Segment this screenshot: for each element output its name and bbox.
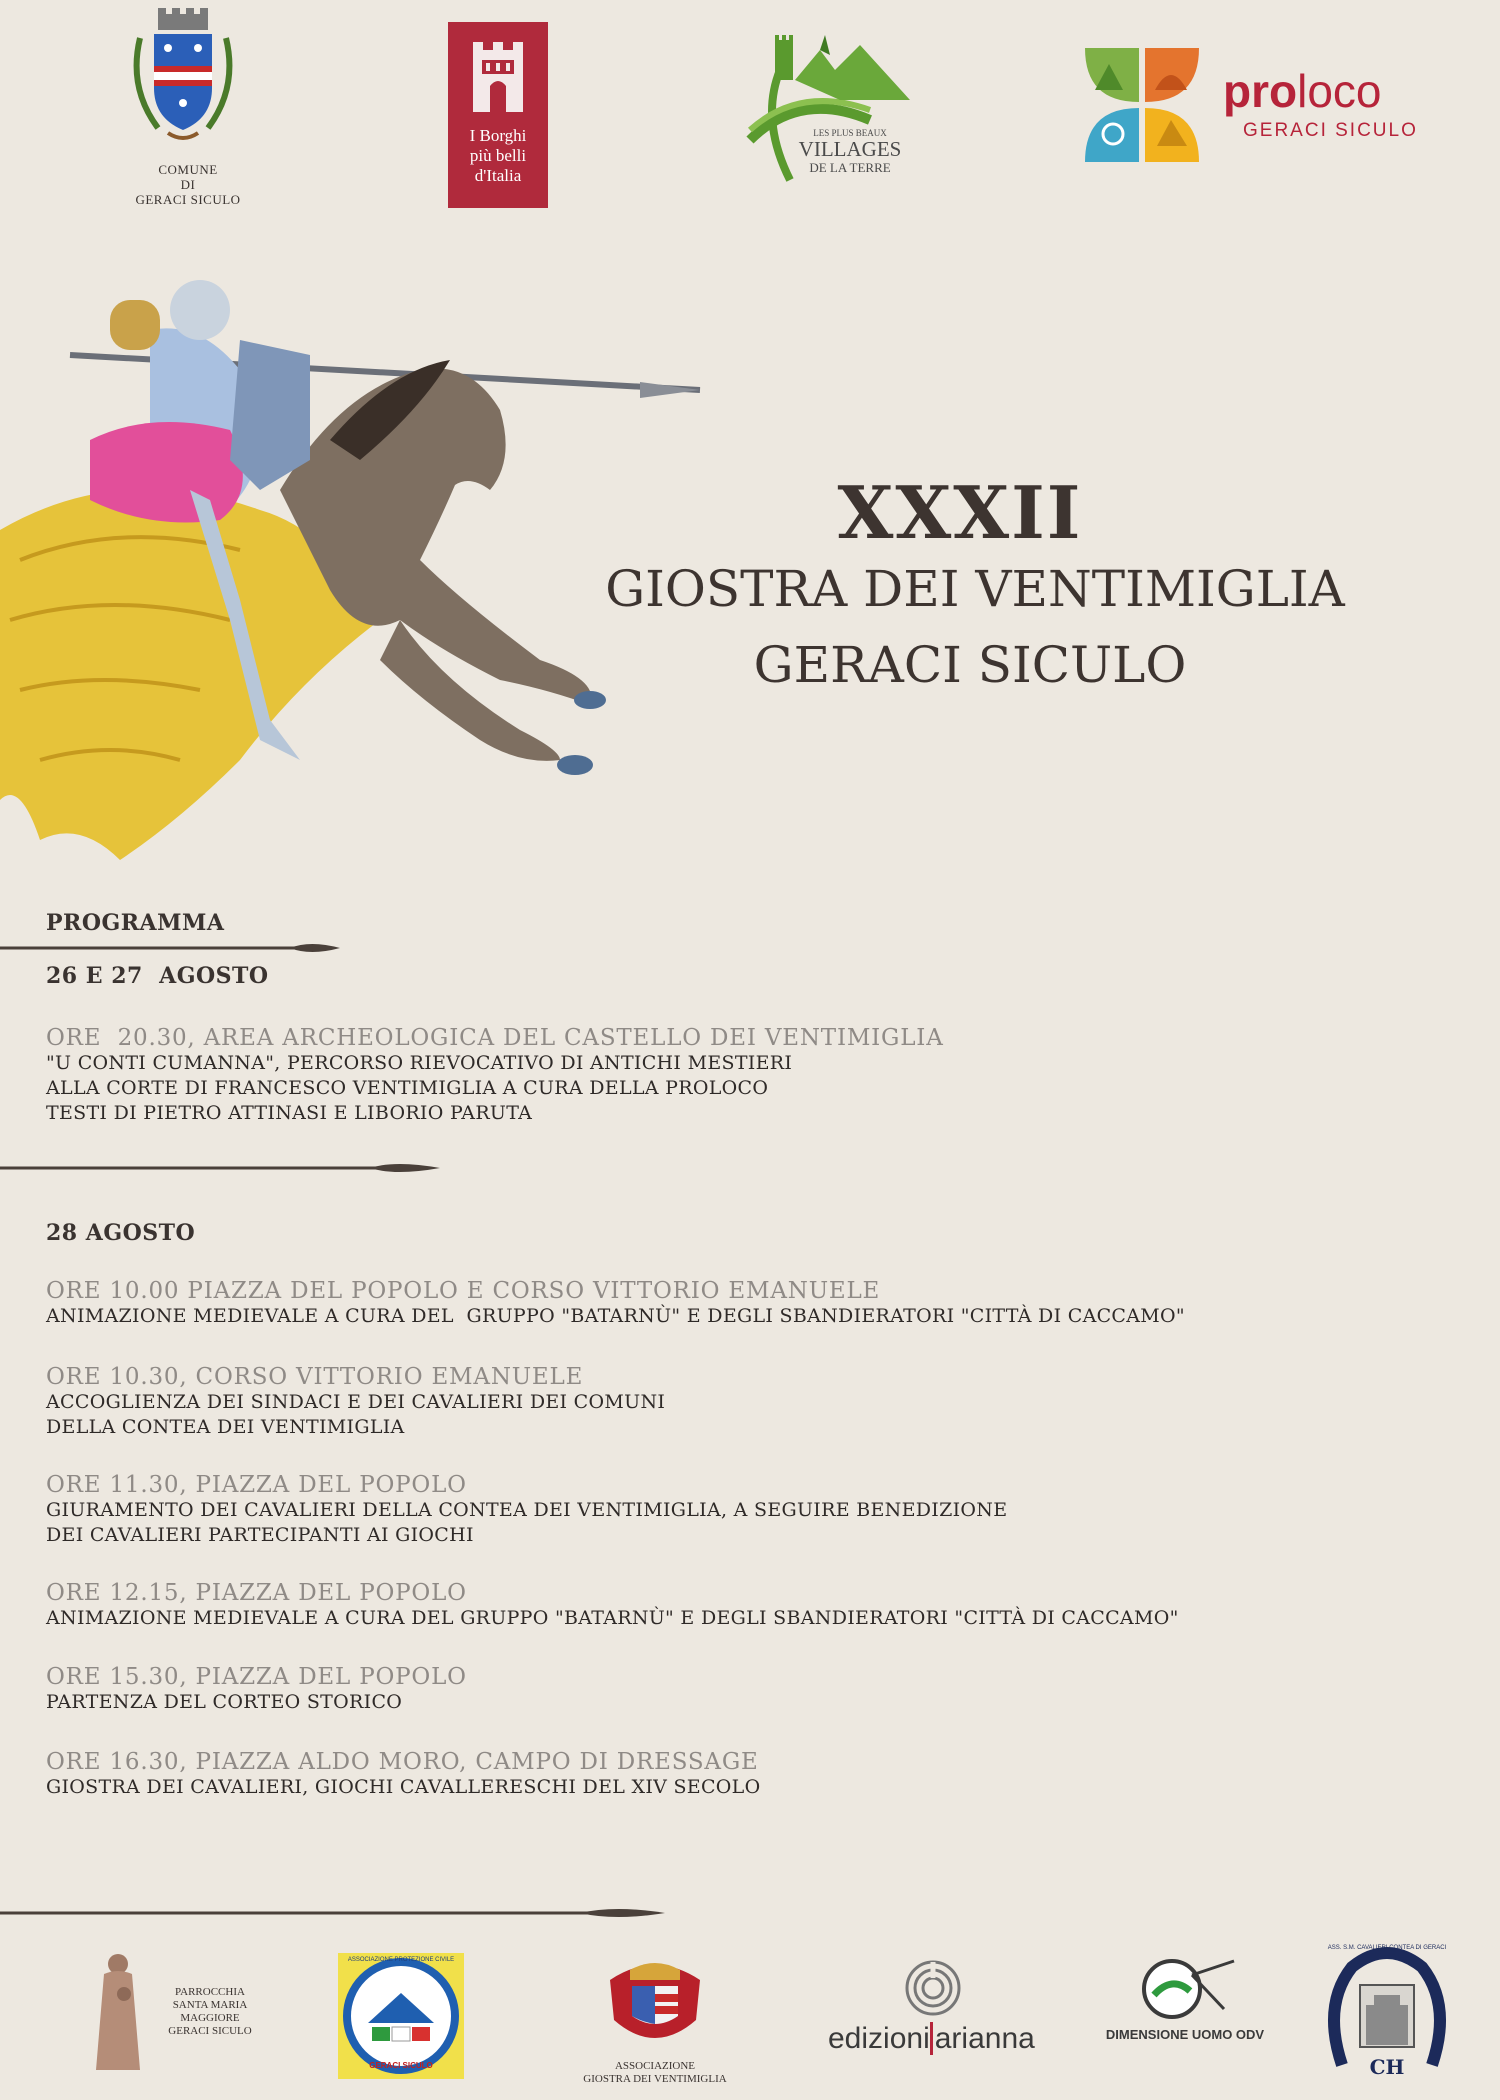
borghi-line1: I Borghi: [469, 126, 527, 145]
edizioni-text: edizioni: [828, 2022, 930, 2055]
day2-event3: [46, 1472, 1007, 1548]
day2-event2: [46, 1364, 665, 1440]
arrow-divider-icon: [0, 1905, 700, 1921]
proloco-sub: GERACI SICULO: [1243, 120, 1418, 141]
cavalieri-ring-text: ASS. S.M. CAVALIERI CONTEA DI GERACI: [1327, 1945, 1447, 1951]
day2-event4: [46, 1580, 1179, 1631]
arrow-divider-icon: [0, 1160, 460, 1176]
arianna-text: arianna: [930, 2022, 1035, 2055]
borghi-line3: d'Italia: [474, 166, 522, 185]
event-desc-line: ANIMAZIONE MEDIEVALE A CURA DEL GRUPPO "BATARNÙ" E DEGLI SBANDIERATORI "CITTÀ DI CACCAMO": [46, 1607, 1179, 1629]
proloco-pro-text: pro: [1223, 65, 1298, 117]
day2-date: 28 AGOSTO: [46, 1220, 196, 1246]
arrow-divider-icon: [0, 940, 380, 956]
parrocchia-line1: PARROCCHIA: [175, 1986, 245, 1998]
event-desc-line: TESTI DI PIETRO ATTINASI E LIBORIO PARUTA: [46, 1102, 533, 1124]
event-time: ORE 16.30, PIAZZA ALDO MORO, CAMPO DI DRESSAGE: [46, 1749, 759, 1775]
event-time: ORE 10.30, CORSO VITTORIO EMANUELE: [46, 1364, 584, 1390]
madonna-statue-icon: [90, 1950, 146, 2078]
event-desc-line: GIURAMENTO DEI CAVALIERI DELLA CONTEA DEI VENTIMIGLIA, A SEGUIRE BENEDIZIONE: [46, 1499, 1008, 1521]
comune-line1: COMUNE: [158, 162, 218, 177]
title-line1: GIOSTRA DEI VENTIMIGLIA: [605, 560, 1345, 618]
associazione-line2: GIOSTRA DEI VENTIMIGLIA: [583, 2073, 727, 2085]
dimensione-uomo-icon: [1132, 1955, 1238, 2021]
parrocchia-logo: [90, 1950, 270, 2080]
proloco-petals-icon: [1083, 46, 1201, 164]
comune-logo: [118, 8, 258, 223]
protezione-bottom: GERACI SICULO: [369, 2061, 433, 2070]
day1-date: 26 E 27 AGOSTO: [46, 963, 269, 989]
event-time: ORE 12.15, PIAZZA DEL POPOLO: [46, 1580, 467, 1606]
villages-line1: LES PLUS BEAUX: [813, 128, 887, 138]
protezione-civile-logo: [338, 1953, 464, 2079]
event-desc-line: "U CONTI CUMANNA", PERCORSO RIEVOCATIVO DI ANTICHI MESTIERI: [46, 1052, 793, 1074]
event-desc-line: ALLA CORTE DI FRANCESCO VENTIMIGLIA A CURA DELLA PROLOCO: [46, 1077, 769, 1099]
protezione-top: ASSOCIAZIONE PROTEZIONE CIVILE: [347, 1957, 455, 1963]
proloco-logo: [1083, 46, 1423, 166]
parrocchia-line3: MAGGIORE: [180, 2012, 240, 2024]
dimensione-text: DIMENSIONE UOMO ODV: [1105, 2027, 1265, 2042]
villages-logo: [740, 30, 915, 195]
title-line2: GERACI SICULO: [753, 636, 1187, 694]
program-heading: PROGRAMMA: [46, 910, 225, 936]
cavalieri-contea-logo: [1322, 1945, 1452, 2085]
event-desc-line: ACCOGLIENZA DEI SINDACI E DEI CAVALIERI DEI COMUNI: [46, 1391, 666, 1413]
event-time: ORE 15.30, PIAZZA DEL POPOLO: [46, 1664, 467, 1690]
event-time: ORE 11.30, PIAZZA DEL POPOLO: [46, 1472, 467, 1498]
edition-number: XXXII: [837, 470, 1083, 555]
event-desc-line: DEI CAVALIERI PARTECIPANTI AI GIOCHI: [46, 1524, 474, 1546]
event-desc-line: DELLA CONTEA DEI VENTIMIGLIA: [46, 1416, 405, 1438]
event-desc-line: ANIMAZIONE MEDIEVALE A CURA DEL GRUPPO "BATARNÙ" E DEGLI SBANDIERATORI "CITTÀ DI CACCAMO": [46, 1305, 1185, 1327]
borghi-logo: [448, 22, 548, 208]
day2-event5: [46, 1664, 467, 1715]
parrocchia-line2: SANTA MARIA: [172, 1999, 248, 2011]
borghi-line2: più belli: [469, 146, 527, 165]
edizioni-arianna-logo: [828, 1960, 1038, 2070]
parrocchia-line4: GERACI SICULO: [168, 2025, 252, 2037]
associazione-line1: ASSOCIAZIONE: [614, 2060, 696, 2072]
event-time: ORE 10.00 PIAZZA DEL POPOLO E CORSO VITTORIO EMANUELE: [46, 1278, 881, 1304]
comune-line3: GERACI SICULO: [135, 192, 241, 207]
event-desc-line: GIOSTRA DEI CAVALIERI, GIOCHI CAVALLERESCHI DEL XIV SECOLO: [46, 1776, 761, 1798]
day1-event1: [46, 1025, 944, 1126]
villages-line2: VILLAGES: [798, 137, 902, 161]
comune-crest-icon: [118, 8, 258, 158]
associazione-crest-icon: [600, 1950, 710, 2056]
dimensione-uomo-logo: [1100, 1955, 1270, 2065]
proloco-loco-text: loco: [1297, 65, 1382, 117]
villages-line3: DE LA TERRE: [809, 160, 891, 175]
castle-tower-icon: [468, 34, 528, 114]
comune-line2: DI: [180, 177, 196, 192]
associazione-giostra-logo: [570, 1950, 740, 2085]
day2-event6: [46, 1749, 760, 1800]
event-desc-line: PARTENZA DEL CORTEO STORICO: [46, 1691, 403, 1713]
day2-event1: [46, 1278, 1185, 1329]
labyrinth-icon: [905, 1960, 961, 2016]
cavalieri-initials: CH: [1369, 2055, 1405, 2079]
event-time: ORE 20.30, AREA ARCHEOLOGICA DEL CASTELLO DEI VENTIMIGLIA: [46, 1025, 944, 1051]
